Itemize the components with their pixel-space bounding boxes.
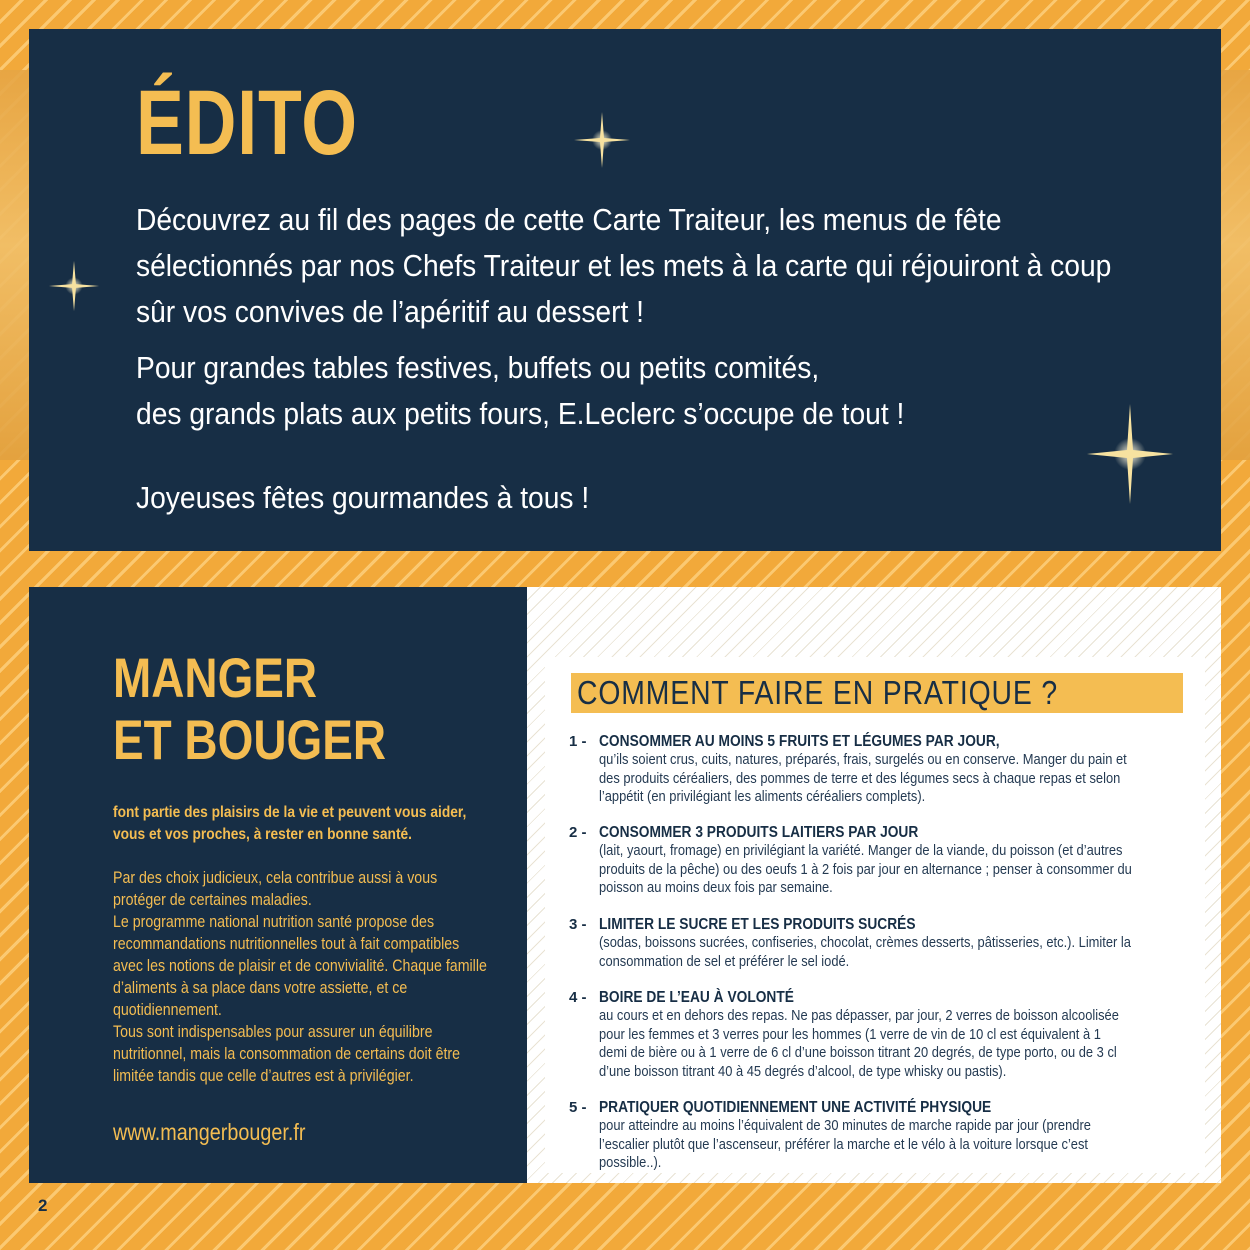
title-line: MANGER [113, 646, 318, 709]
pratique-heading-text: COMMENT FAIRE EN PRATIQUE ? [577, 674, 1059, 711]
tip-number: 3 - [569, 916, 587, 933]
edito-title: ÉDITO [136, 72, 358, 174]
tip-number: 5 - [569, 1099, 587, 1116]
tip-description: (sodas, boissons sucrées, confiseries, chocolat, crèmes desserts, pâtisseries, etc.). Limiter la consommation de sel et préférer le sel iodé. [599, 934, 1131, 970]
tip-description: qu’ils soient crus, cuits, natures, préparés, frais, surgelés ou en conserve. Manger du pain et des produits céréaliers, des pommes de terre et des légumes secs à chaque repas et selon l’appétit (en privilégiant les aliments céréaliers complets). [599, 751, 1127, 805]
tip-description: au cours et en dehors des repas. Ne pas dépasser, par jour, 2 verres de boisson alcoolisée pour les femmes et 3 verres pour les hommes (1 verre de vin de 10 cl est équivalent à 1 demi de bière ou à 1 verre de 6 cl d’une boisson titrant 20 degrés, de type porto, ou de 3 cl d’une boisson titrant 40 à 45 degrés d’alcool, de type whisky ou pastis). [599, 1007, 1119, 1080]
tip-heading: LIMITER LE SUCRE ET LES PRODUITS SUCRÉS [599, 916, 916, 933]
tip-description: (lait, yaourt, fromage) en privilégiant la variété. Manger de la viande, du poisson (et d’autres produits de la pêche) ou des oeufs 1 à 2 fois par jour en alternance ; penser à consommer du poisson au moins deux fois par semaine. [599, 842, 1132, 896]
title-line: ET BOUGER [113, 708, 386, 771]
edito-line: Pour grandes tables festives, buffets ou petits comités, [136, 350, 820, 385]
tip-number: 1 - [569, 733, 587, 750]
tip-number: 4 - [569, 989, 587, 1006]
manger-bouger-body [113, 867, 491, 1087]
manger-bouger-title [113, 647, 386, 771]
tip-heading: CONSOMMER AU MOINS 5 FRUITS ET LÉGUMES PAR JOUR, [599, 733, 1000, 750]
edito-paragraph-tables [136, 345, 1128, 437]
edito-paragraph-intro: Découvrez au fil des pages de cette Carte Traiteur, les menus de fête sélectionnés par nos Chefs Traiteur et les mets à la carte qui réjouiront à coup sûr vos convives de l’apéritif au dessert ! [136, 202, 1112, 329]
sparkle-icon [47, 259, 101, 313]
pratique-section [527, 587, 1221, 1183]
tip-heading: CONSOMMER 3 PRODUITS LAITIERS PAR JOUR [599, 824, 919, 841]
pratique-heading [571, 673, 1183, 713]
edito-line: des grands plats aux petits fours, E.Leclerc s’occupe de tout ! [136, 396, 905, 431]
mangerbouger-link[interactable]: www.mangerbouger.fr [113, 1119, 306, 1145]
body-paragraph: Le programme national nutrition santé propose des recommandations nutritionnelles tout à fait compatibles avec les notions de plaisir et de convivialité. Chaque famille d’aliments à sa place dans votre assiette, et ce quotidiennement. [113, 913, 487, 1019]
sparkle-icon [574, 112, 630, 168]
edito-paragraph-wishes: Joyeuses fêtes gourmandes à tous ! [136, 480, 590, 515]
tip-number: 2 - [569, 824, 587, 841]
tip-description: pour atteindre au moins l’équivalent de 30 minutes de marche rapide par jour (prendre l’escalier plutôt que l’ascenseur, préférer la marche et le vélo à la voiture lorsque c’est possible..). [599, 1117, 1091, 1171]
manger-bouger-section [29, 587, 527, 1183]
edito-section [29, 29, 1221, 551]
edito-text [136, 197, 1128, 521]
body-paragraph: Tous sont indispensables pour assurer un équilibre nutritionnel, mais la consommation de certains doit être limitée tandis que celle d’autres est à privilégier. [113, 1023, 461, 1085]
tip-heading: PRATIQUER QUOTIDIENNEMENT UNE ACTIVITÉ PHYSIQUE [599, 1099, 992, 1116]
tip-heading: BOIRE DE L’EAU À VOLONTÉ [599, 989, 794, 1006]
page-number: 2 [38, 1196, 48, 1215]
body-paragraph: Par des choix judicieux, cela contribue aussi à vous protéger de certaines maladies. [113, 869, 438, 909]
manger-bouger-lead: font partie des plaisirs de la vie et peuvent vous aider, vous et vos proches, à rester en bonne santé. [113, 804, 467, 843]
